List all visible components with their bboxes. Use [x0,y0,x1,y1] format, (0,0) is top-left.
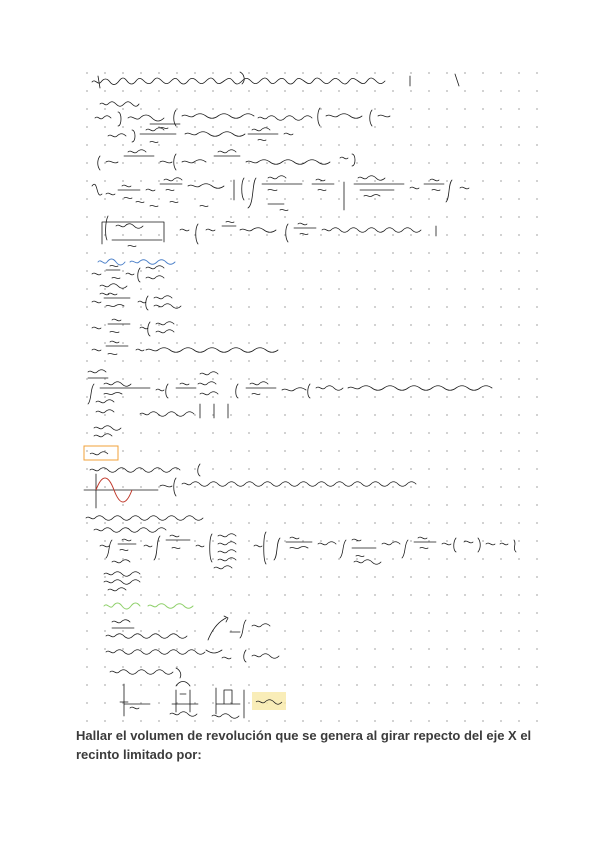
green-heading-scribble [104,603,193,609]
scribble-line-6 [92,176,469,210]
scribble-line-7 [180,221,436,244]
scribble-integral-block [100,532,516,564]
sine-graph-axes [84,474,158,508]
scribble-bottom-heading [110,668,181,678]
scribble-line-2 [100,102,139,107]
blue-heading-scribble [98,259,175,265]
orange-boxed-label [84,446,118,460]
curved-arrow-sketch [206,616,279,662]
scribble-example [88,370,492,404]
mini-graph-1 [120,684,150,716]
scribble-item-a [92,265,164,294]
mini-graph-2 [172,682,198,713]
boxed-expression [102,216,164,247]
scribble-item-c [92,319,174,336]
scribble-item-b [92,293,181,310]
scribble-line-5 [98,150,355,170]
question-text: Hallar el volumen de revolución que se genera al girar repecto del eje X el recinto limitado por: [76,728,532,762]
scribble-line-3 [95,108,390,126]
scribble-line-9 [94,528,166,533]
scribble-item-d [92,341,278,354]
scribble-volume-block [106,620,205,655]
scribble-line-8 [86,516,203,521]
scribble-area-heading [90,464,200,476]
scribble-line-4 [108,128,293,143]
mini-graph-3 [216,688,240,714]
scribble-line-1 [92,78,385,85]
